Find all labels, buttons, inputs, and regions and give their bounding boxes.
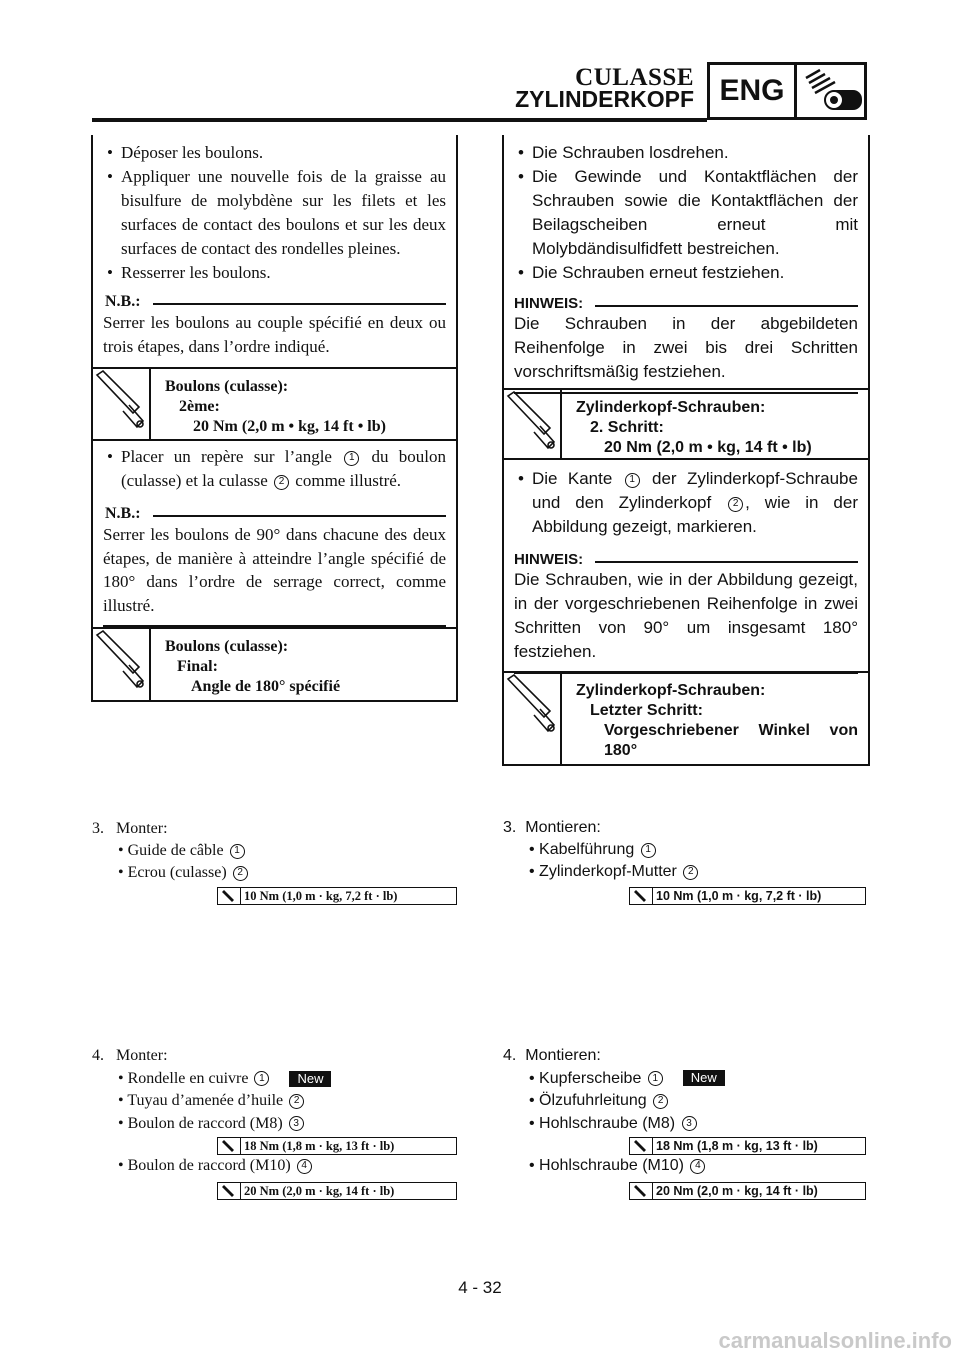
list-item: Ölzufuhrleitung [539, 1092, 647, 1109]
spec-value: Angle de 180° spécifié [191, 678, 341, 695]
list-item: • Die Gewinde und Kontaktflächen der Schrauben sowie die Kontaktflächen der Beilagscheiben erneut mit Molybdändisulfidfett bestreichen. [512, 165, 858, 261]
torque-value: 10 Nm (1,0 m · kg, 7,2 ft · lb) [656, 889, 822, 903]
spec-value: Vorgeschriebener Winkel von 180° [604, 722, 858, 759]
torque-wrench-icon [218, 888, 241, 904]
list-item: • Appliquer une nouvelle fois de la graisse au bisulfure de molybdène sur les filets et les surfaces de contact des boulons et sur les deux surfaces de contact des rondelles pleines. [101, 165, 446, 261]
step-number: 4. [503, 1047, 517, 1064]
new-part-badge: New [289, 1071, 331, 1087]
watermark: carmanualsonline.info [718, 1328, 952, 1353]
step-4-fr: 4. Monter: • Rondelle en cuivre 1 New • Tuyau d’amenée d’huile 2 • Boulon de raccord (M8) 3 • Boulon de raccord (M10) 4 [92, 1045, 331, 1178]
torque-wrench-icon [504, 673, 562, 766]
torque-wrench-icon [218, 1183, 241, 1199]
torque-wrench-icon [93, 629, 151, 702]
torque-spec-box [93, 367, 456, 441]
callout-3: 3 [682, 1116, 697, 1131]
section-tab [707, 62, 867, 120]
spec-value: 20 Nm (2,0 m • kg, 14 ft • lb) [604, 439, 812, 456]
torque-value-box [629, 1137, 866, 1155]
callout-1: 1 [344, 451, 359, 466]
torque-value-box [217, 887, 457, 905]
callout-2: 2 [274, 475, 289, 490]
list-item: • Placer un repère sur l’angle 1 du boulon (culasse) et la culasse 2 comme illustré. [101, 445, 446, 493]
note-label: HINWEIS: [514, 295, 584, 312]
callout-4: 4 [297, 1159, 312, 1174]
step-3-de: 3. Montieren: • Kabelführung 1 • Zylinderkopf-Mutter 2 [503, 817, 700, 883]
engine-icon [797, 65, 864, 117]
list-item: • Die Schrauben losdrehen. [512, 141, 858, 165]
torque-wrench-icon [504, 390, 562, 458]
spec-title: Boulons (culasse): [165, 378, 289, 395]
callout-3: 3 [289, 1116, 304, 1131]
step-verb: Montieren: [525, 819, 601, 836]
note-text: Die Schrauben in der abgebildeten Reihenfolge in zwei bis drei Schritten vorschriftsmäßig festziehen. [514, 314, 858, 381]
callout-4: 4 [690, 1159, 705, 1174]
torque-spec-box [93, 627, 456, 702]
note-heading [512, 551, 858, 568]
step-number: 3. [92, 820, 104, 837]
note-heading [512, 295, 858, 312]
spec-step: Final: [177, 658, 218, 675]
torque-value-box [217, 1137, 457, 1155]
list-item: Guide de câble [127, 842, 224, 859]
callout-2: 2 [683, 865, 698, 880]
step-number: 4. [92, 1047, 104, 1064]
callout-2: 2 [653, 1094, 668, 1109]
torque-wrench-icon [630, 888, 653, 904]
torque-spec-box [504, 671, 868, 766]
list-item: • Die Kante 1 der Zylinderkopf-Schraube und den Zylinderkopf 2 , wie in der Abbildung gezeigt, markieren. [512, 467, 858, 539]
callout-1: 1 [230, 844, 245, 859]
callout-1: 1 [254, 1071, 269, 1086]
step-number: 3. [503, 819, 517, 836]
list-item: Tuyau d’amenée d’huile [127, 1092, 284, 1109]
torque-wrench-icon [93, 369, 151, 439]
list-item: Zylinderkopf-Mutter [539, 863, 677, 880]
step-verb: Monter: [116, 1047, 168, 1064]
section-title-de: ZYLINDERKOPF [515, 86, 694, 112]
list-item: Hohlschraube (M10) [539, 1157, 684, 1174]
torque-value: 18 Nm (1,8 m · kg, 13 ft · lb) [656, 1139, 818, 1153]
note-text: Serrer les boulons au couple spécifié en deux ou trois étapes, dans l’ordre indiqué. [103, 313, 446, 356]
torque-value: 20 Nm (2,0 m · kg, 14 ft · lb) [244, 1183, 395, 1198]
torque-wrench-icon [630, 1183, 653, 1199]
new-part-badge: New [683, 1070, 725, 1086]
procedure-box-de [502, 135, 870, 766]
spec-title: Boulons (culasse): [165, 638, 289, 655]
torque-spec-box [504, 388, 868, 460]
list-item: Kupferscheibe [539, 1069, 642, 1087]
torque-value: 20 Nm (2,0 m · kg, 14 ft · lb) [656, 1184, 818, 1198]
section-title-fr: CULASSE [575, 64, 694, 91]
spec-step: 2. Schritt: [590, 419, 664, 436]
torque-wrench-icon [218, 1138, 241, 1154]
procedure-box-fr [91, 135, 458, 702]
list-item: Rondelle en cuivre [127, 1069, 249, 1087]
torque-value: 18 Nm (1,8 m · kg, 13 ft · lb) [244, 1138, 395, 1153]
list-item: • Die Schrauben erneut festziehen. [512, 261, 858, 285]
step-verb: Montieren: [525, 1047, 601, 1064]
note-label: N.B.: [105, 293, 141, 310]
list-item: Ecrou (culasse) [127, 864, 227, 881]
note-heading [101, 505, 446, 523]
torque-value-box [217, 1182, 457, 1200]
list-item: Boulon de raccord (M10) [127, 1157, 291, 1174]
torque-wrench-icon [630, 1138, 653, 1154]
spec-title: Zylinderkopf-Schrauben: [576, 399, 766, 416]
bullet-list [101, 141, 446, 285]
callout-1: 1 [641, 843, 656, 858]
note-label: HINWEIS: [514, 551, 584, 568]
header-rule [92, 118, 707, 122]
note-text: Serrer les boulons de 90° dans chacune des deux étapes, de manière à atteindre l’angle spécifié de 180° dans l’ordre de serrage correct, comme illustré. [103, 525, 446, 615]
torque-value-box [629, 1182, 866, 1200]
step-4-de: 4. Montieren: • Kupferscheibe 1 New • Ölzufuhrleitung 2 • Hohlschraube (M8) 3 • Hohlschraube (M10) 4 [503, 1045, 725, 1178]
spec-value: 20 Nm (2,0 m • kg, 14 ft • lb) [193, 418, 386, 435]
spec-step: 2ème: [179, 398, 220, 415]
list-item: Hohlschraube (M8) [539, 1114, 676, 1132]
list-item: Kabelführung [539, 841, 635, 858]
callout-2: 2 [728, 497, 743, 512]
note-text: Die Schrauben, wie in der Abbildung gezeigt, in der vorgeschriebenen Reihenfolge in zwei Schritten von 90° um insgesamt 180° festziehen. [514, 570, 858, 661]
list-item: Boulon de raccord (M8) [127, 1114, 283, 1132]
callout-2: 2 [289, 1094, 304, 1109]
step-3-fr: 3. Monter: • Guide de câble 1 • Ecrou (culasse) 2 [92, 818, 250, 884]
step-verb: Monter: [116, 820, 168, 837]
callout-1: 1 [625, 473, 640, 488]
torque-value: 10 Nm (1,0 m · kg, 7,2 ft · lb) [244, 888, 398, 903]
list-item: • Resserrer les boulons. [101, 261, 446, 285]
callout-1: 1 [648, 1071, 663, 1086]
spec-title: Zylinderkopf-Schrauben: [576, 682, 766, 699]
list-item: • Déposer les boulons. [101, 141, 446, 165]
page-number: 4 - 32 [458, 1278, 502, 1297]
section-label: ENG [710, 65, 797, 117]
torque-value-box [629, 887, 866, 905]
note-heading [101, 293, 446, 311]
callout-2: 2 [233, 866, 248, 881]
note-label: N.B.: [105, 505, 141, 522]
spec-step: Letzter Schritt: [590, 702, 703, 719]
